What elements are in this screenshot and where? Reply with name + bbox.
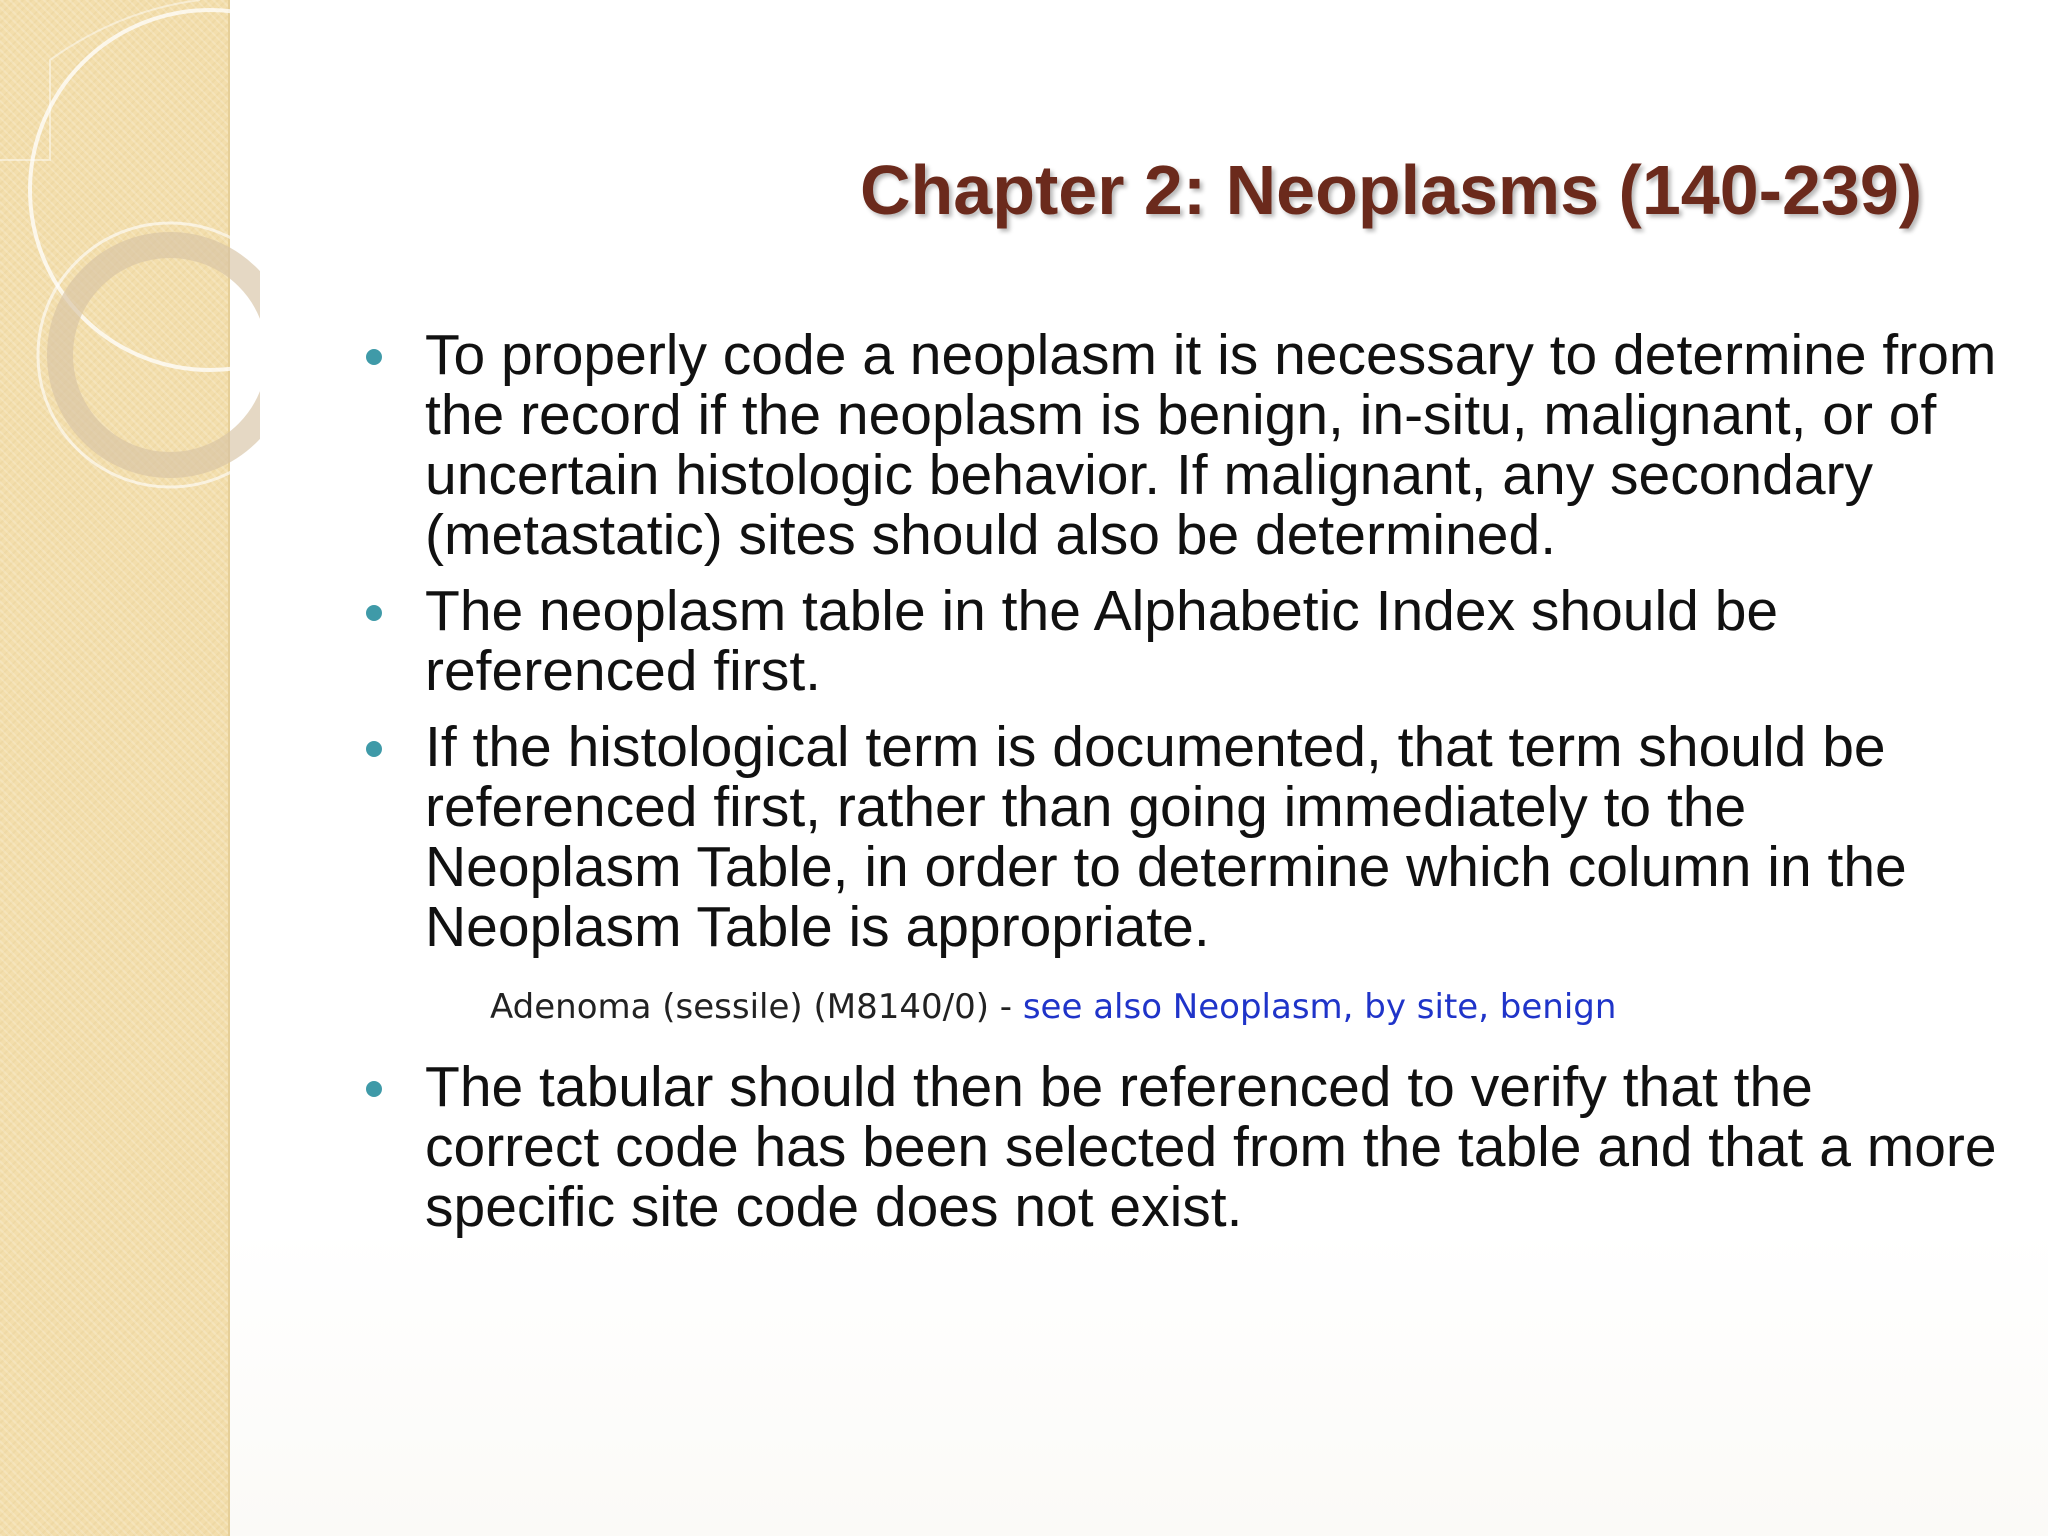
bullet-item xyxy=(360,581,2000,701)
index-entry-term: Adenoma (sessile) (M8140/0) - xyxy=(490,987,1023,1027)
index-entry-example xyxy=(490,987,2000,1027)
bullet-list xyxy=(360,325,2000,1237)
bullet-dot-icon xyxy=(366,1081,382,1097)
bullet-dot-icon xyxy=(366,349,382,365)
index-entry-see-also-link[interactable]: see also Neoplasm, by site, benign xyxy=(1022,987,1617,1027)
bullet-text: If the histological term is documented, that term should be referenced first, rather than going immediately to the Neoplasm Table, in order to determine which column in the Neoplasm Table is appropriate. xyxy=(425,715,1907,959)
bullet-dot-icon xyxy=(366,605,382,621)
bullet-item xyxy=(360,325,2000,565)
bullet-item xyxy=(360,1057,2000,1237)
bullet-item xyxy=(360,717,2000,1027)
bullet-text: The neoplasm table in the Alphabetic Index should be referenced first. xyxy=(425,579,1779,703)
bullet-text: The tabular should then be referenced to verify that the correct code has been selected from the table and that a more specific site code does not exist. xyxy=(425,1055,1997,1239)
bullet-dot-icon xyxy=(366,741,382,757)
bullet-text: To properly code a neoplasm it is necessary to determine from the record if the neoplasm is benign, in-situ, malignant, or of uncertain histologic behavior. If malignant, any secondary (metastatic) sites should also be determined. xyxy=(425,323,1997,567)
slide-title: Chapter 2: Neoplasms (140-239) xyxy=(860,151,1923,229)
decorative-rings xyxy=(0,0,260,520)
